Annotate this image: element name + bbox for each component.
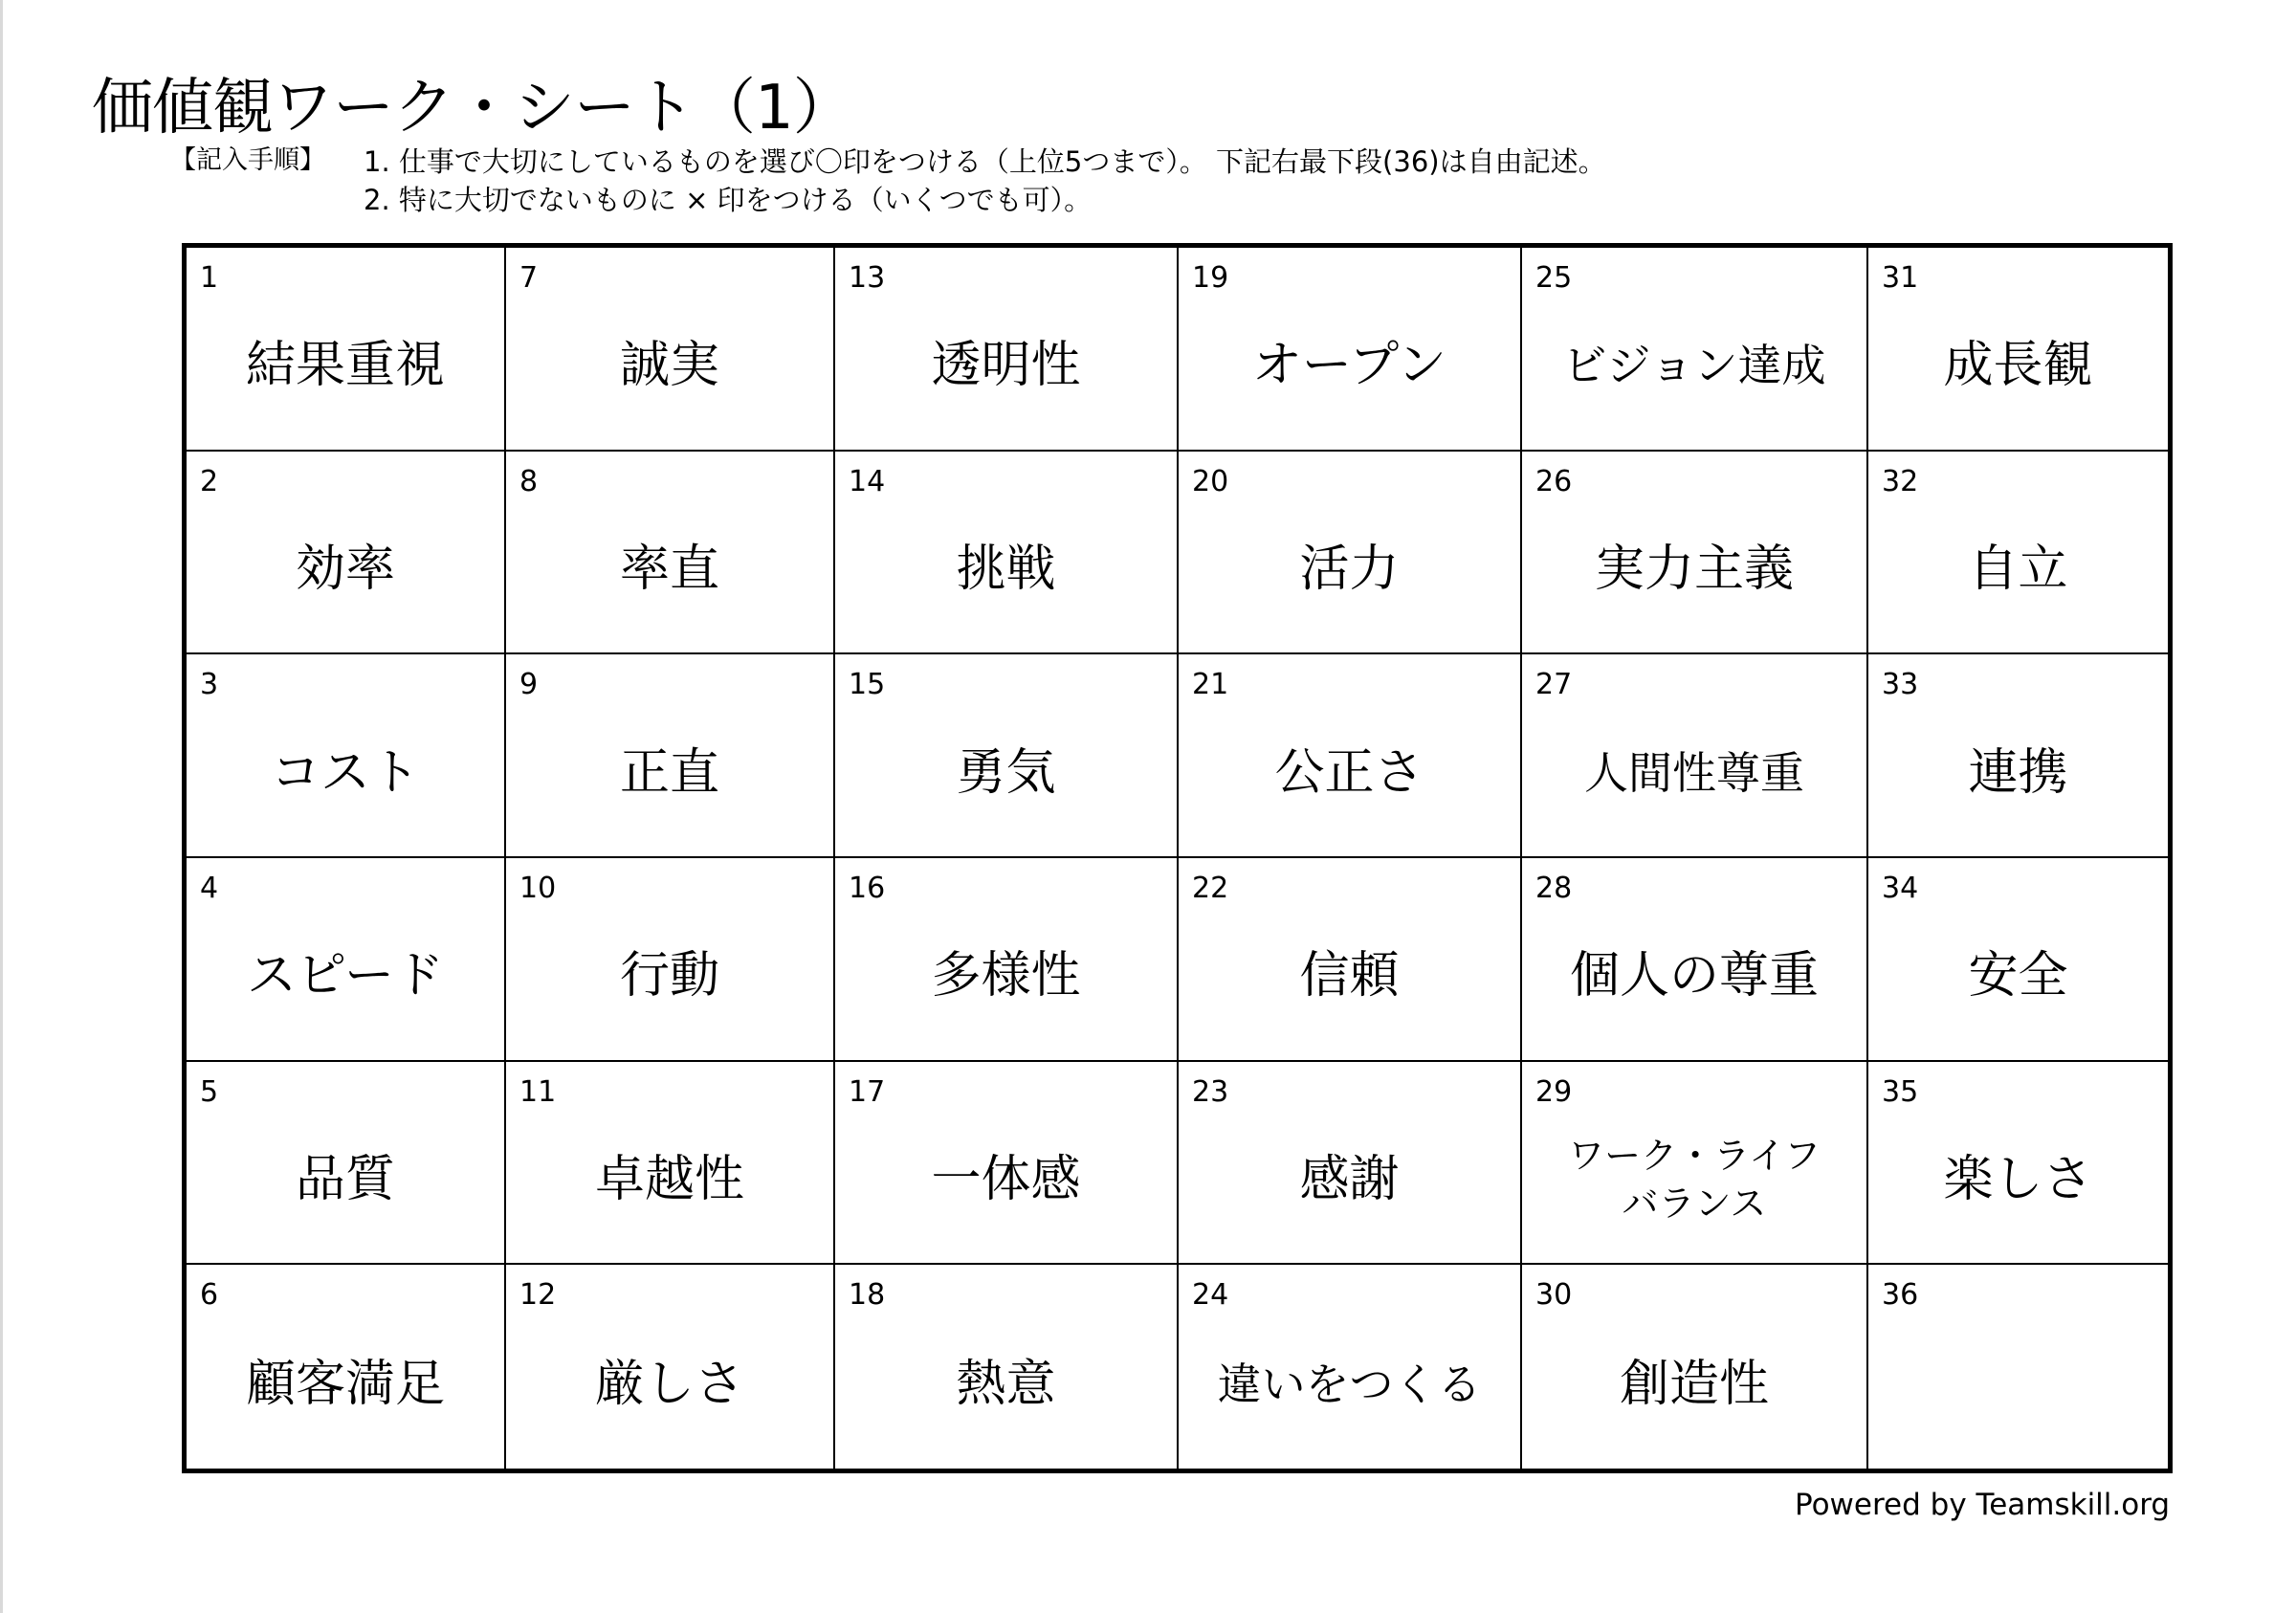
- instructions-label: 【記入手順】: [170, 145, 325, 175]
- value-number: 32: [1882, 464, 1919, 498]
- value-cell[interactable]: [1179, 858, 1522, 1062]
- value-label: 連携: [1968, 743, 2068, 802]
- value-number: 22: [1192, 872, 1229, 905]
- value-label: 感謝: [1299, 1150, 1400, 1208]
- value-number: 8: [519, 464, 539, 498]
- instruction-step-2: 2. 特に大切でないものに × 印をつける（いくつでも可）。: [364, 184, 1093, 216]
- value-label: 公正さ: [1274, 743, 1424, 802]
- value-number: 23: [1192, 1074, 1229, 1109]
- value-cell[interactable]: [187, 248, 506, 452]
- value-label: 結果重視: [245, 337, 445, 395]
- value-cell[interactable]: [506, 654, 835, 858]
- value-label: 活力: [1299, 540, 1400, 598]
- value-cell[interactable]: [1179, 654, 1522, 858]
- value-cell[interactable]: [506, 1062, 835, 1266]
- value-cell[interactable]: [1179, 1062, 1522, 1266]
- value-cell[interactable]: [1179, 1265, 1522, 1469]
- value-cell[interactable]: [1868, 248, 2168, 452]
- value-cell[interactable]: [506, 248, 835, 452]
- value-number: 14: [849, 464, 886, 498]
- value-cell[interactable]: [1522, 248, 1868, 452]
- value-cell[interactable]: [835, 248, 1179, 452]
- page-title: 価値観ワーク・シート（1）: [92, 73, 853, 144]
- value-label: 成長観: [1943, 337, 2093, 395]
- value-cell[interactable]: [1522, 1062, 1868, 1266]
- value-label: 勇気: [956, 743, 1056, 802]
- value-label: スピード: [247, 947, 444, 1005]
- value-number: 12: [519, 1278, 557, 1313]
- value-label: 信頼: [1299, 947, 1400, 1005]
- value-cell[interactable]: [1179, 452, 1522, 655]
- value-number: 4: [200, 872, 219, 905]
- value-cell[interactable]: [1522, 654, 1868, 858]
- value-label: 人間性尊重: [1584, 746, 1804, 799]
- value-label: 顧客満足: [245, 1355, 445, 1413]
- value-label: 実力主義: [1594, 540, 1794, 598]
- value-cell[interactable]: [835, 654, 1179, 858]
- value-cell[interactable]: [1522, 858, 1868, 1062]
- value-number: 33: [1882, 668, 1919, 702]
- value-label: 個人の尊重: [1569, 947, 1819, 1005]
- value-cell[interactable]: [187, 654, 506, 858]
- value-number: 31: [1882, 261, 1919, 295]
- value-number: 6: [200, 1278, 219, 1313]
- value-label: 多様性: [931, 947, 1081, 1005]
- value-label: 挑戦: [956, 540, 1056, 598]
- value-number: 34: [1882, 872, 1919, 905]
- value-label: 効率: [295, 540, 395, 598]
- page-edge: [0, 0, 3, 1613]
- value-number: 1: [200, 261, 219, 295]
- value-number: 36: [1882, 1278, 1919, 1313]
- value-number: 25: [1535, 261, 1573, 295]
- value-label: 率直: [619, 540, 719, 598]
- value-cell[interactable]: [835, 1062, 1179, 1266]
- free-entry-label: [1868, 1299, 2168, 1469]
- value-label: ワーク・ライフ バランス: [1568, 1134, 1821, 1225]
- value-cell[interactable]: [1522, 1265, 1868, 1469]
- value-cell[interactable]: [187, 452, 506, 655]
- value-cell[interactable]: [506, 452, 835, 655]
- value-label: オープン: [1251, 337, 1447, 395]
- value-number: 5: [200, 1074, 219, 1109]
- footer-credit: Powered by Teamskill.org: [1795, 1488, 2171, 1522]
- value-label: 誠実: [619, 337, 719, 395]
- value-number: 20: [1192, 464, 1229, 498]
- value-cell[interactable]: [187, 858, 506, 1062]
- value-number: 35: [1882, 1074, 1919, 1109]
- value-label: 一体感: [931, 1150, 1081, 1208]
- value-cell[interactable]: [506, 858, 835, 1062]
- value-label: 厳しさ: [594, 1355, 744, 1413]
- value-label: 自立: [1968, 540, 2068, 598]
- value-number: 26: [1535, 464, 1573, 498]
- value-number: 27: [1535, 668, 1573, 702]
- value-label: 楽しさ: [1943, 1150, 2093, 1208]
- value-label: 創造性: [1619, 1355, 1769, 1413]
- value-label: 正直: [619, 743, 719, 802]
- value-cell[interactable]: [1868, 1062, 2168, 1266]
- value-label: 行動: [619, 947, 719, 1005]
- value-label: 熱意: [956, 1355, 1056, 1413]
- value-number: 3: [200, 668, 219, 702]
- value-number: 18: [849, 1278, 886, 1313]
- value-number: 15: [849, 668, 886, 702]
- value-cell[interactable]: [506, 1265, 835, 1469]
- value-label: 品質: [295, 1150, 395, 1208]
- value-cell[interactable]: [1179, 248, 1522, 452]
- value-label: ビジョン達成: [1562, 340, 1826, 392]
- free-entry-cell[interactable]: [1868, 1265, 2168, 1469]
- value-number: 17: [849, 1074, 886, 1109]
- value-number: 19: [1192, 261, 1229, 295]
- value-number: 2: [200, 464, 219, 498]
- value-cell[interactable]: [187, 1265, 506, 1469]
- value-number: 30: [1535, 1278, 1573, 1313]
- value-number: 11: [519, 1074, 557, 1109]
- value-label: コスト: [270, 743, 420, 802]
- instruction-step-1: 1. 仕事で大切にしているものを選び〇印をつける（上位5つまで）。 下記右最下段(36)は自由記述。: [364, 145, 1606, 178]
- value-cell[interactable]: [187, 1062, 506, 1266]
- value-label: 透明性: [931, 337, 1081, 395]
- value-number: 28: [1535, 872, 1573, 905]
- value-label: 卓越性: [594, 1150, 744, 1208]
- value-number: 21: [1192, 668, 1229, 702]
- value-number: 29: [1535, 1074, 1573, 1109]
- value-cell[interactable]: [835, 1265, 1179, 1469]
- value-number: 16: [849, 872, 886, 905]
- value-label: 違いをつくる: [1217, 1358, 1482, 1410]
- value-number: 7: [519, 261, 539, 295]
- value-label: 安全: [1968, 947, 2068, 1005]
- value-number: 13: [849, 261, 886, 295]
- value-cell[interactable]: [835, 858, 1179, 1062]
- value-cell[interactable]: [1522, 452, 1868, 655]
- value-cell[interactable]: [835, 452, 1179, 655]
- value-number: 10: [519, 872, 557, 905]
- value-cell[interactable]: [1868, 452, 2168, 655]
- values-grid: [182, 243, 2173, 1473]
- value-cell[interactable]: [1868, 858, 2168, 1062]
- value-number: 24: [1192, 1278, 1229, 1313]
- value-number: 9: [519, 668, 539, 702]
- value-cell[interactable]: [1868, 654, 2168, 858]
